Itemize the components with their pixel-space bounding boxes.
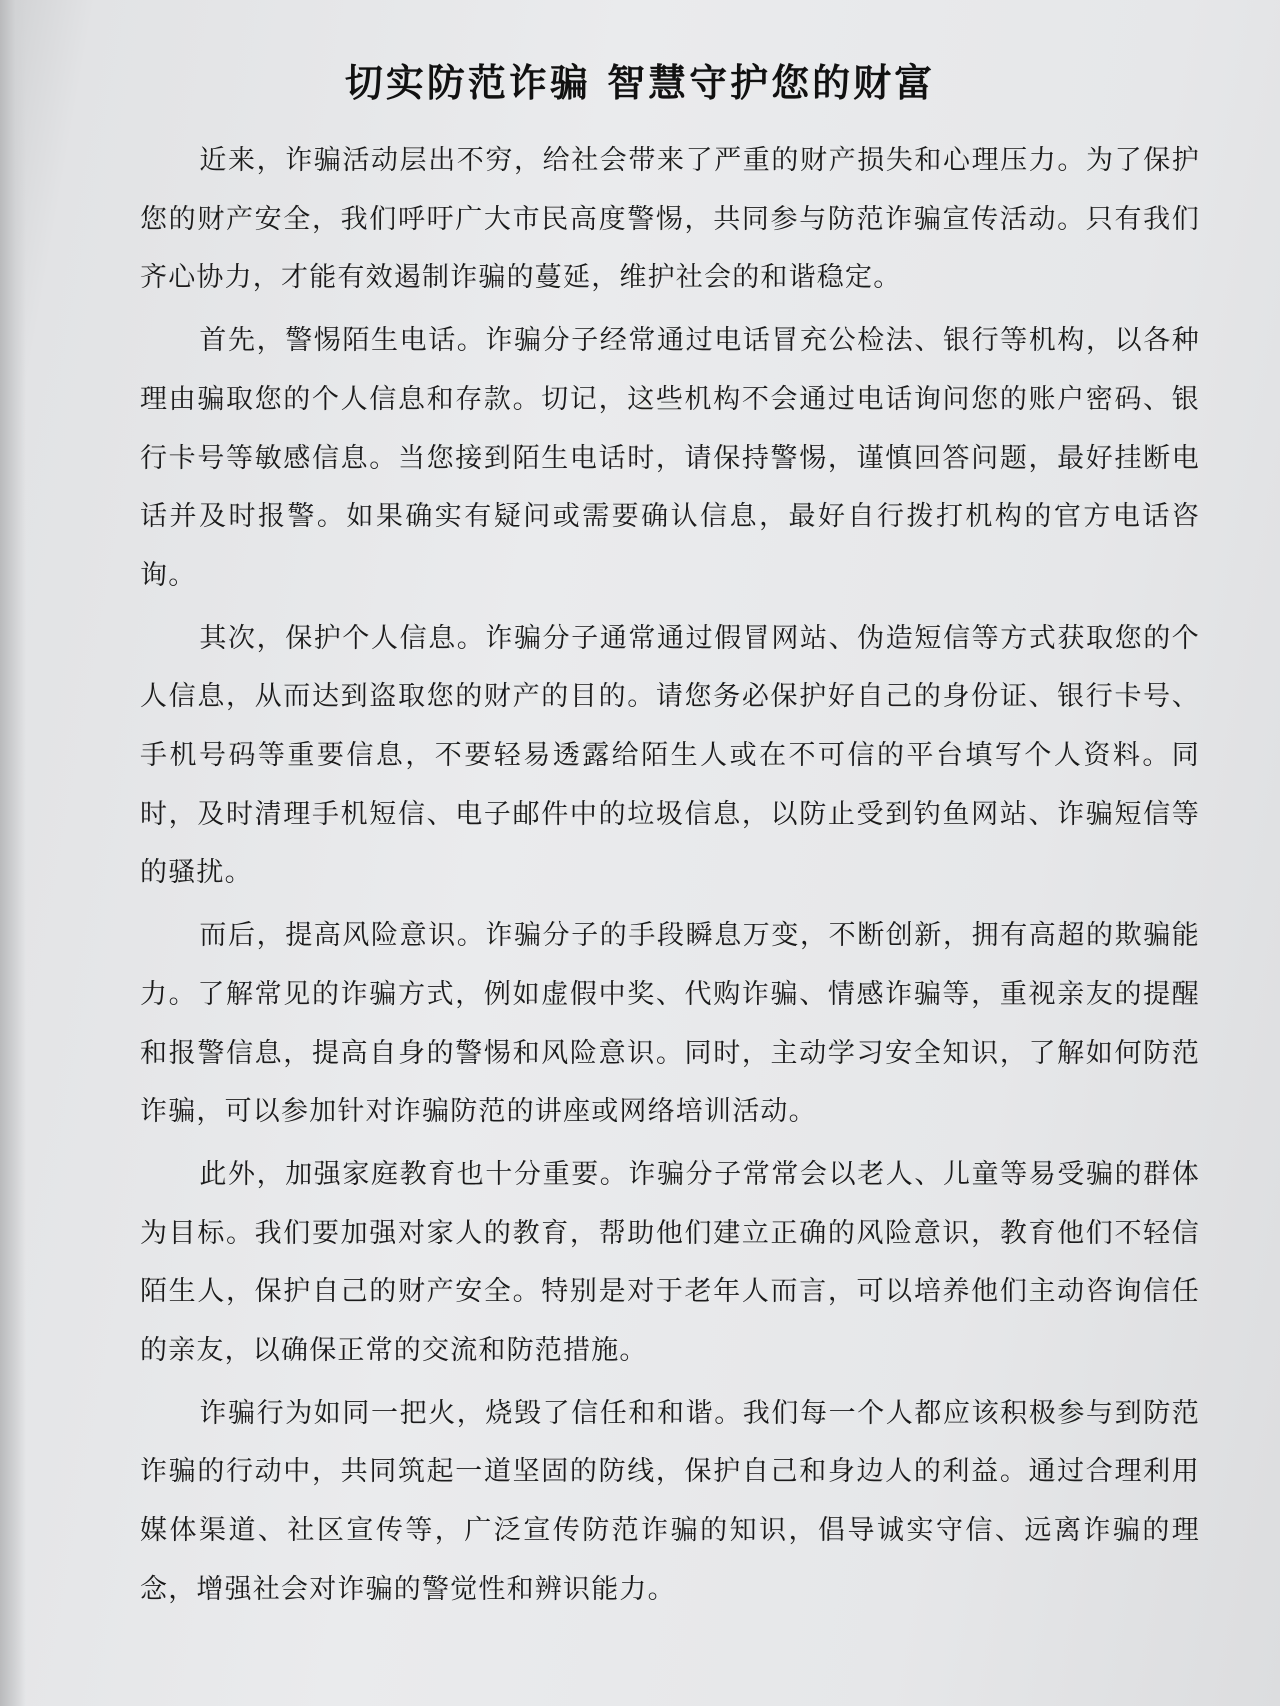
paragraph-conclusion: 诈骗行为如同一把火，烧毁了信任和和谐。我们每一个人都应该积极参与到防范诈骗的行动中，共同筑起一道坚固的防线，保护自己和身边人的利益。通过合理利用媒体渠道、社区宣传等，广泛宣传防范诈骗的知识，倡导诚实守信、远离诈骗的理念，增强社会对诈骗的警觉性和辨识能力。 xyxy=(140,1397,1200,1605)
paper-edge-shadow xyxy=(0,0,26,1706)
paragraph-risk-awareness: 而后，提高风险意识。诈骗分子的手段瞬息万变，不断创新，拥有高超的欺骗能力。了解常见的诈骗方式，例如虚假中奖、代购诈骗、情感诈骗等，重视亲友的提醒和报警信息，提高自身的警惕和风险意识。同时，主动学习安全知识，了解如何防范诈骗，可以参加针对诈骗防范的讲座或网络培训活动。 xyxy=(140,920,1200,1128)
paragraph-intro: 近来，诈骗活动层出不穷，给社会带来了严重的财产损失和心理压力。为了保护您的财产安全，我们呼吁广大市民高度警惕，共同参与防范诈骗宣传活动。只有我们齐心协力，才能有效遏制诈骗的蔓延，维护社会的和谐稳定。 xyxy=(140,145,1200,294)
document-body xyxy=(140,132,1200,1624)
paragraph-strange-calls: 首先，警惕陌生电话。诈骗分子经常通过电话冒充公检法、银行等机构，以各种理由骗取您的个人信息和存款。切记，这些机构不会通过电话询问您的账户密码、银行卡号等敏感信息。当您接到陌生电话时，请保持警惕，谨慎回答问题，最好挂断电话并及时报警。如果确实有疑问或需要确认信息，最好自行拨打机构的官方电话咨询。 xyxy=(140,325,1200,591)
document-title: 切实防范诈骗 智慧守护您的财富 xyxy=(344,60,936,105)
paragraph-personal-info: 其次，保护个人信息。诈骗分子通常通过假冒网站、伪造短信等方式获取您的个人信息，从而达到盗取您的财产的目的。请您务必保护好自己的身份证、银行卡号、手机号码等重要信息，不要轻易透露给陌生人或在不可信的平台填写个人资料。同时，及时清理手机短信、电子邮件中的垃圾信息，以防止受到钓鱼网站、诈骗短信等的骚扰。 xyxy=(140,622,1200,889)
paragraph-family-education: 此外，加强家庭教育也十分重要。诈骗分子常常会以老人、儿童等易受骗的群体为目标。我们要加强对家人的教育，帮助他们建立正确的风险意识，教育他们不轻信陌生人，保护自己的财产安全。特别是对于老年人而言，可以培养他们主动咨询信任的亲友，以确保正常的交流和防范措施。 xyxy=(140,1158,1200,1367)
